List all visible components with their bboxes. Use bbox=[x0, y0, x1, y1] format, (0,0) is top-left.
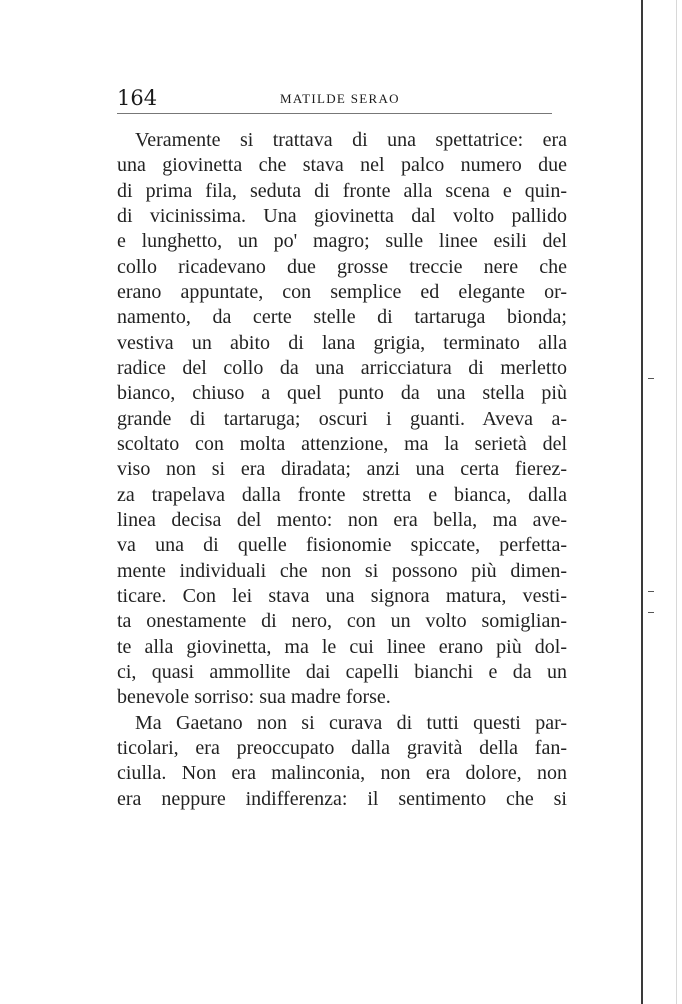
text-line: di vicinissima. Una giovinetta dal volto pallido bbox=[117, 204, 567, 227]
text-line: linea decisa del mento: non era bella, ma ave- bbox=[117, 508, 567, 531]
text-line: viso non si era diradata; anzi una certa fierez- bbox=[117, 458, 567, 481]
header-rule bbox=[117, 113, 552, 114]
text-line: ticare. Con lei stava una signora matura, vesti- bbox=[117, 584, 567, 607]
text-line: ciulla. Non era malinconia, non era dolore, non bbox=[117, 762, 567, 785]
text-line: Veramente si trattava di una spettatrice: era bbox=[135, 129, 567, 151]
running-head: MATILDE SERAO bbox=[280, 91, 400, 106]
text-line: grande di tartaruga; oscuri i guanti. Aveva a- bbox=[117, 407, 567, 430]
page-number: 164 bbox=[117, 86, 158, 110]
text-line: namento, da certe stelle di tartaruga bionda; bbox=[117, 306, 567, 329]
text-line: za trapelava dalla fronte stretta e bianca, dalla bbox=[117, 483, 567, 506]
margin-mark bbox=[648, 612, 654, 613]
margin-mark bbox=[648, 591, 654, 592]
text-line: benevole sorriso: sua madre forse. bbox=[117, 686, 391, 709]
text-line: ta onestamente di nero, con un volto somiglian- bbox=[117, 610, 567, 633]
text-line: Ma Gaetano non si curava di tutti questi par- bbox=[135, 711, 567, 734]
body-text bbox=[117, 128, 567, 812]
text-line: e lunghetto, un po' magro; sulle linee esili del bbox=[117, 230, 567, 253]
paragraph bbox=[117, 711, 567, 812]
text-line: te alla giovinetta, ma le cui linee erano più dol- bbox=[117, 635, 567, 658]
text-line: vestiva un abito di lana grigia, terminato alla bbox=[117, 331, 567, 354]
page-edge-line bbox=[676, 0, 677, 1004]
text-line: una giovinetta che stava nel palco numero due bbox=[117, 154, 567, 177]
text-line: erano appuntate, con semplice ed elegante or- bbox=[117, 280, 567, 303]
text-line: va una di quelle fisionomie spiccate, perfetta- bbox=[117, 534, 567, 557]
text-line: mente individuali che non si possono più dimen- bbox=[117, 559, 567, 582]
text-line: ci, quasi ammollite dai capelli bianchi e da un bbox=[117, 660, 567, 683]
text-line: era neppure indifferenza: il sentimento che si bbox=[117, 787, 567, 810]
text-line: collo ricadevano due grosse treccie nere che bbox=[117, 255, 567, 278]
text-line: ticolari, era preoccupato dalla gravità della fan- bbox=[117, 736, 567, 759]
page-gutter-line bbox=[641, 0, 643, 1004]
text-line: scoltato con molta attenzione, ma la serietà del bbox=[117, 432, 567, 455]
text-line: radice del collo da una arricciatura di merletto bbox=[117, 356, 567, 379]
text-line: di prima fila, seduta di fronte alla scena e quin- bbox=[117, 179, 567, 202]
paragraph bbox=[117, 128, 567, 711]
margin-mark bbox=[648, 378, 654, 379]
text-line: bianco, chiuso a quel punto da una stella più bbox=[117, 382, 567, 405]
page-header bbox=[117, 86, 552, 114]
